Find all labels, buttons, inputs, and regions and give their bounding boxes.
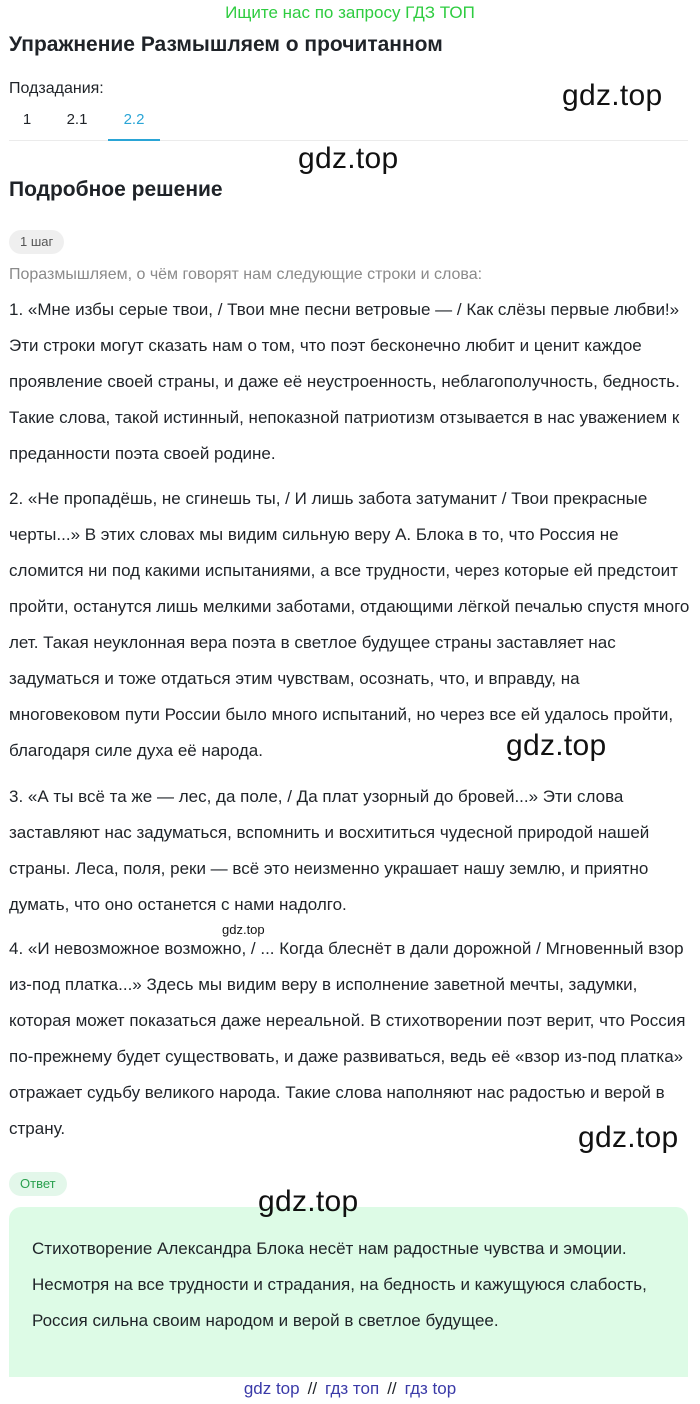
- step-badge: 1 шаг: [9, 230, 64, 254]
- solution-paragraph-1: 1. «Мне избы серые твои, / Твои мне песни ветровые — / Как слёзы первые любви!» Эти строки могут сказать нам о том, что поэт бесконечно любит и ценит каждое проявление своей страны, и даже её неустроенность, неблагополучность, бедность. Такие слова, такой истинный, непоказной патриотизм отзывается в нас уважением к преданности поэта своей родине.: [9, 300, 680, 463]
- watermark: gdz.top: [562, 79, 663, 112]
- footer-link-1[interactable]: gdz top: [243, 1379, 300, 1398]
- solution-paragraph-4: 4. «И невозможное возможно, / ... Когда блеснёт в дали дорожной / Мгновенный взор из-под платка...» Здесь мы видим веру в исполнение заветной мечты, задумки, которая может показаться даже нереальной. В стихотворении поэт верит, что Россия по-прежнему будет существовать, и даже развиваться, ведь её «взор из-под платка» отражает судьбу великого народа. Такие слова наполняют нас радостью и верой в страну.: [9, 939, 686, 1138]
- footer-separator: //: [387, 1379, 397, 1398]
- footer-link-2[interactable]: гдз топ: [325, 1379, 380, 1398]
- footer-separator: //: [307, 1379, 318, 1398]
- watermark: gdz.top: [506, 729, 607, 762]
- tab-1[interactable]: 1: [22, 111, 32, 128]
- answer-badge: Ответ: [9, 1172, 67, 1196]
- answer-box: [9, 1207, 688, 1377]
- footer-link-3[interactable]: гдз top: [404, 1379, 457, 1398]
- solution-paragraph-2: 2. «Не пропадёшь, не сгинешь ты, / И лишь забота затуманит / Твои прекрасные черты...» В этих словах мы видим сильную веру А. Блока в то, что Россия не сломится ни под какими испытаниями, а все трудности, через которые ей предстоит пройти, останутся лишь мелкими заботами, отдающими лёгкой печалью спустя много лет. Такая неуклонная вера поэта в светлое будущее страны заставляет нас задуматься и тоже отдаться этим чувствам, осознать, что, и вправду, на многовековом пути России было много испытаний, но через все ей удалось пройти, благодаря силе духа её народа.: [9, 489, 690, 760]
- subtasks-label: Подзадания:: [9, 80, 104, 97]
- solution-paragraph-3: 3. «А ты всё та же — лес, да поле, / Да плат узорный до бровей...» Эти слова заставляют нас задуматься, вспомнить и восхититься чудесной природой нашей страны. Леса, поля, реки — всё это неизменно украшает нашу землю, и приятно думать, что оно останется с нами надолго.: [9, 787, 650, 914]
- watermark: gdz.top: [298, 142, 399, 175]
- subtask-tabs: [9, 106, 688, 141]
- page-title: Упражнение Размышляем о прочитанном: [9, 33, 443, 56]
- answer-text: Стихотворение Александра Блока несёт нам радостные чувства и эмоции. Несмотря на все трудности и страдания, на бедность и кажущуюся слабость, Россия сильна своим народом и верой в светлое будущее.: [32, 1239, 647, 1330]
- search-banner: Ищите нас по запросу ГДЗ ТОП: [225, 3, 475, 22]
- watermark-small: gdz.top: [222, 922, 265, 937]
- solution-heading: Подробное решение: [9, 178, 223, 201]
- tab-2-2[interactable]: 2.2: [108, 106, 160, 141]
- tab-2-1[interactable]: 2.1: [66, 111, 88, 128]
- watermark: gdz.top: [578, 1121, 679, 1154]
- footer-links: [0, 1377, 700, 1401]
- solution-intro: Поразмышляем, о чём говорят нам следующие строки и слова:: [9, 266, 483, 283]
- watermark: gdz.top: [258, 1185, 359, 1218]
